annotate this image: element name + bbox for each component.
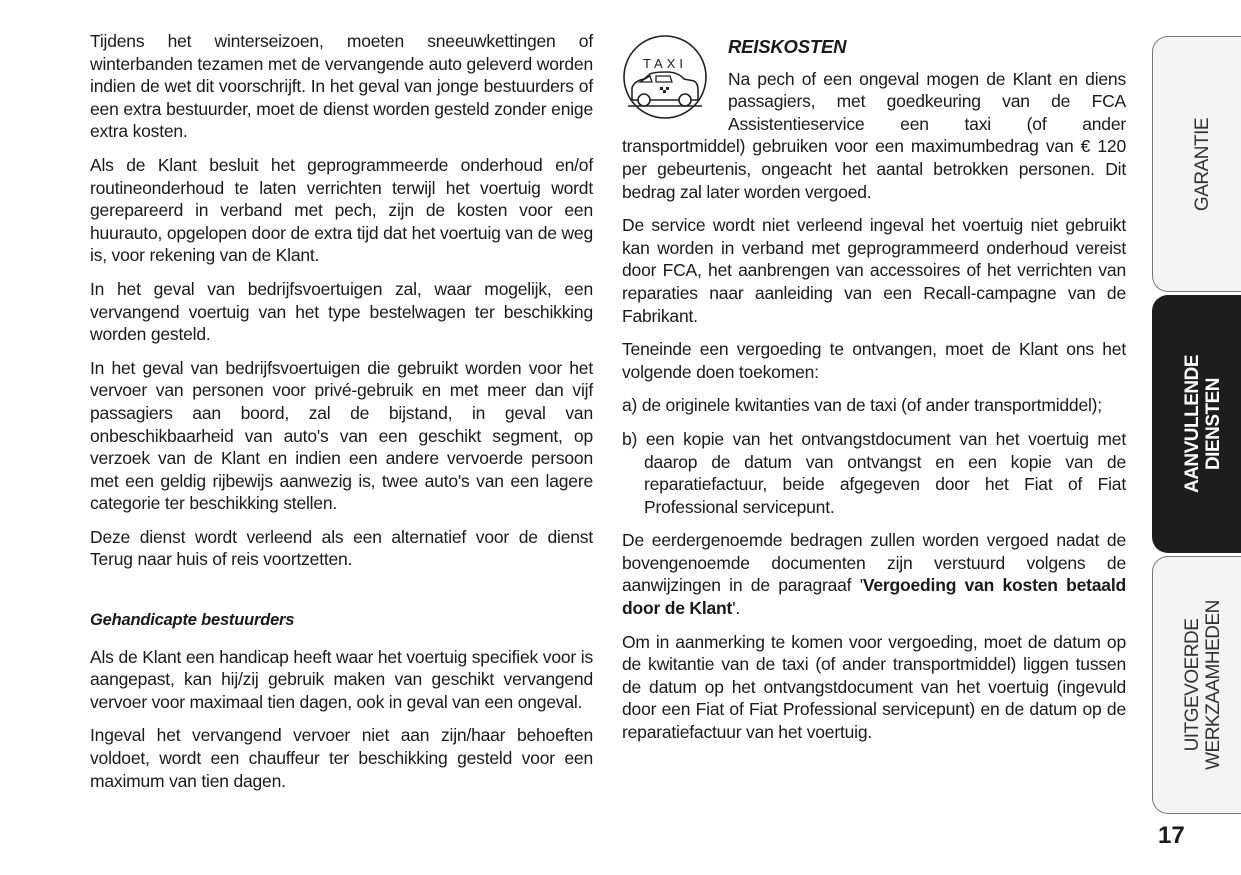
paragraph: Tijdens het winterseizoen, moeten sneeuwkettingen of winterbanden tezamen met de vervangende auto geleverd worden indien de wet dit voorschrijft. In het geval van jonge bestuurders of een extra bestuurder, moet de dienst worden gesteld zonder enige extra kosten. xyxy=(90,31,593,142)
tab-label: GARANTIE xyxy=(1192,117,1214,211)
tab-label: DIENSTEN xyxy=(1203,377,1224,471)
right-column xyxy=(622,30,1126,755)
left-column xyxy=(90,30,593,803)
paragraph: Als de Klant een handicap heeft waar het voertuig specifiek voor is aangepast, kan hij/zij gebruik maken van geschikt vervangend vervoer voor maximaal tien dagen, ook in geval van een ongeval. xyxy=(90,646,593,712)
paragraph: Om in aanmerking te komen voor vergoeding, moet de datum op de kwitantie van de taxi (of ander transportmiddel) liggen tussen de datum op het ontvangstdocument van het voertuig (ingevuld door een Fiat of Fiat Professional servicepunt) en de datum op de reparatiefactuur van het voertuig. xyxy=(622,631,1126,743)
paragraph: In het geval van bedrijfsvoertuigen zal, waar mogelijk, een vervangend voertuig van het type bestelwagen ter beschikking worden gesteld. xyxy=(90,278,593,345)
taxi-icon xyxy=(622,34,708,120)
tab-label: AANVULLENDE xyxy=(1182,354,1203,494)
text: De eerdergenoemde bedragen zullen worden vergoed nadat de bovengenoemde documenten zijn verstuurd volgens de aanwijzingen in de paragraaf ' xyxy=(622,530,1126,596)
paragraph: Deze dienst wordt verleend als een alternatief voor de dienst Terug naar huis of reis voortzetten. xyxy=(90,526,593,570)
text: '. xyxy=(732,598,740,619)
tab-aanvullende-diensten[interactable] xyxy=(1152,295,1241,553)
taxi-icon-text: TAXI xyxy=(643,56,687,71)
paragraph xyxy=(622,529,1126,619)
paragraph: In het geval van bedrijfsvoertuigen die gebruikt worden voor het vervoer van personen voor privé-gebruik en met meer dan vijf passagiers aan boord, zal de bijstand, in geval van onbeschikbaarheid van auto's van een geschikt segment, op verzoek van de Klant en indien een andere vervoerde persoon met een geldig rijbewijs aanwezig is, twee auto's van een lagere categorie ter beschikking stellen. xyxy=(90,357,593,514)
page-number: 17 xyxy=(1158,822,1185,849)
list-item: b) een kopie van het ontvangstdocument van het voertuig met daarop de datum van ontvangst en een kopie van de reparatiefactuur, beide afgegeven door het Fiat of Fiat Professional servicepunt. xyxy=(622,428,1126,517)
tab-garantie[interactable] xyxy=(1152,36,1241,292)
paragraph: De service wordt niet verleend ingeval het voertuig niet gebruikt kan worden in verband met geprogrammeerd onderhoud vereist door FCA, het aanbrengen van accessoires of het verrichten van reparaties naar aanleiding van een Recall-campagne van de Fabrikant. xyxy=(622,215,1126,326)
tab-label: UITGEVOERDE xyxy=(1182,618,1204,752)
tab-uitgevoerde-werkzaamheden[interactable] xyxy=(1152,556,1241,814)
paragraph: Als de Klant besluit het geprogrammeerde onderhoud en/of routineonderhoud te laten verrichten terwijl het voertuig wordt gerepareerd in verband met pech, zijn de kosten voor een huurauto, opgelopen door de extra tijd dat het voertuig van de weg is, voor rekening van de Klant. xyxy=(90,154,593,266)
paragraph: Teneinde een vergoeding te ontvangen, moet de Klant ons het volgende doen toekomen: xyxy=(622,339,1126,382)
section-heading: REISKOSTEN xyxy=(728,36,847,57)
paragraph: Ingeval het vervangend vervoer niet aan zijn/haar behoeften voldoet, wordt een chauffeur ter beschikking gesteld voor een maximum van tien dagen. xyxy=(90,725,593,791)
tab-label: WERKZAAMHEDEN xyxy=(1203,600,1225,770)
paragraph: Na pech of een ongeval mogen de Klant en diens passagiers, met goedkeuring van de FCA Assistentieservice een taxi (of ander transportmiddel) gebruiken voor een maximumbedrag van € 120 per gebeurtenis, ongeacht het aantal betrokken personen. Dit bedrag zal later worden vergoed. xyxy=(622,68,1126,202)
subheading: Gehandicapte bestuurders xyxy=(90,611,295,630)
reference-link-text: Vergoeding van kosten betaald door de Klant xyxy=(622,575,1126,619)
list-item: a) de originele kwitanties van de taxi (of ander transportmiddel); xyxy=(622,395,1102,416)
